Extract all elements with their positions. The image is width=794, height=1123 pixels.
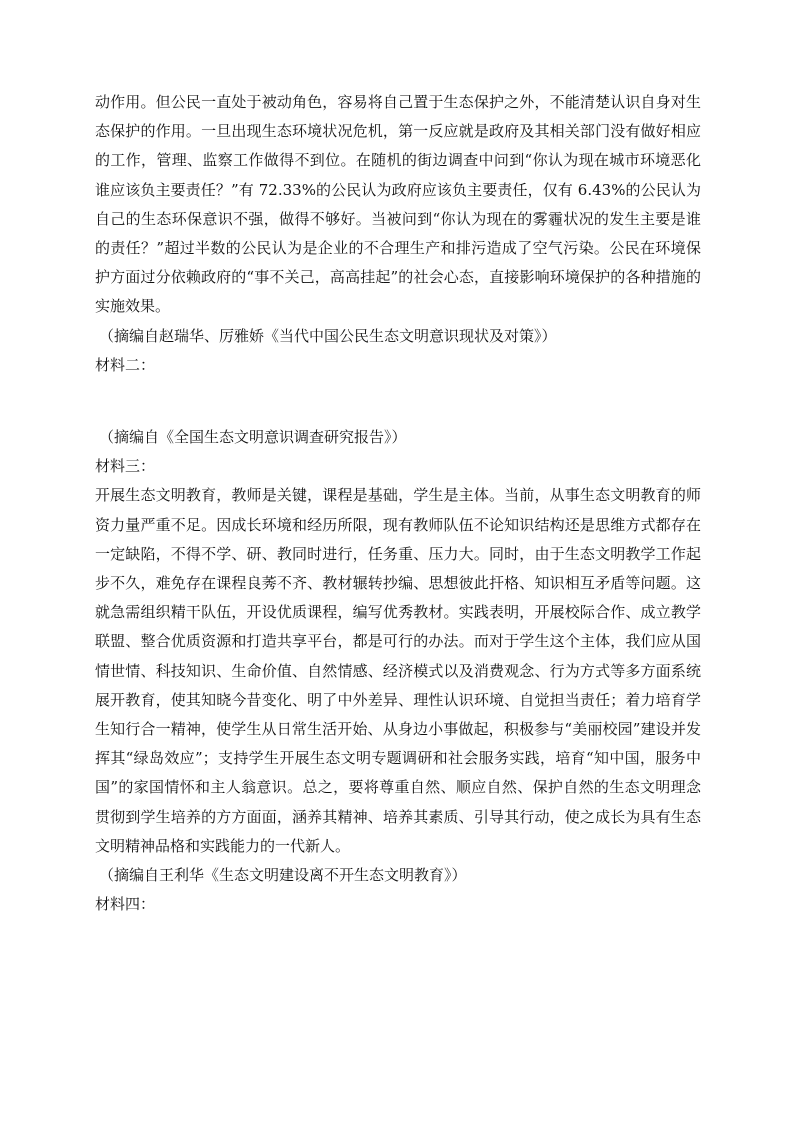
- material-three-body: 开展生态文明教育，教师是关键，课程是基础，学生是主体。当前，从事生态文明教育的师资力量严重不足。因成长环境和经历所限，现有教师队伍不论知识结构还是思维方式都存在一定缺陷，不得不学、研、教同时进行，任务重、压力大。同时，由于生态文明教学工作起步不久，难免存在课程良莠不齐、教材辗转抄编、思想彼此扞格、知识相互矛盾等问题。这就急需组织精干队伍，开设优质课程，编写优秀教材。实践表明，开展校际合作、成立教学联盟、整合优质资源和打造共享平台，都是可行的办法。而对于学生这个主体，我们应从国情世情、科技知识、生命价值、自然情感、经济模式以及消费观念、行为方式等多方面系统展开教育，使其知晓今昔变化、明了中外差异、理性认识环境、自觉担当责任；着力培育学生知行合一精神，使学生从日常生活开始、从身边小事做起，积极参与“美丽校园”建设并发挥其“绿岛效应”；支持学生开展生态文明专题调研和社会服务实践，培育“知中国，服务中国”的家国情怀和主人翁意识。总之，要将尊重自然、顺应自然、保护自然的生态文明理念贯彻到学生培养的方方面面，涵养其精神、培养其素质、引导其行动，使之成长为具有生态文明精神品格和实践能力的一代新人。: [95, 486, 701, 855]
- material-one-source: （摘编自赵瑞华、厉雅娇《当代中国公民生态文明意识现状及对策》）: [99, 326, 557, 345]
- material-four-label: 材料四：: [95, 895, 156, 914]
- material-three-source: （摘编自王利华《生态文明建设离不开生态文明教育》）: [99, 866, 467, 885]
- material-two-label: 材料二：: [95, 355, 156, 374]
- material-three-label: 材料三：: [95, 457, 156, 476]
- material-two-source: （摘编自《全国生态文明意识调查研究报告》）: [99, 428, 407, 447]
- material-two-empty-area: [95, 380, 701, 423]
- document-page: [95, 88, 701, 919]
- material-one-continuation: 动作用。但公民一直处于被动角色，容易将自己置于生态保护之外，不能清楚认识自身对生态保护的作用。一旦出现生态环境状况危机，第一反应就是政府及其相关部门没有做好相应的工作，管理、监察工作做得不到位。在随机的街边调查中问到“你认为现在城市环境恶化谁应该负主要责任？”有 72.33%的公民认为政府应该负主要责任，仅有 6.43%的公民认为自己的生态环保意识不强，做得不够好。当被问到“你认为现在的雾霾状况的发生主要是谁的责任？”超过半数的公民认为是企业的不合理生产和排污造成了空气污染。公民在环境保护方面过分依赖政府的“事不关己，高高挂起”的社会心态，直接影响环境保护的各种措施的实施效果。: [95, 93, 701, 316]
